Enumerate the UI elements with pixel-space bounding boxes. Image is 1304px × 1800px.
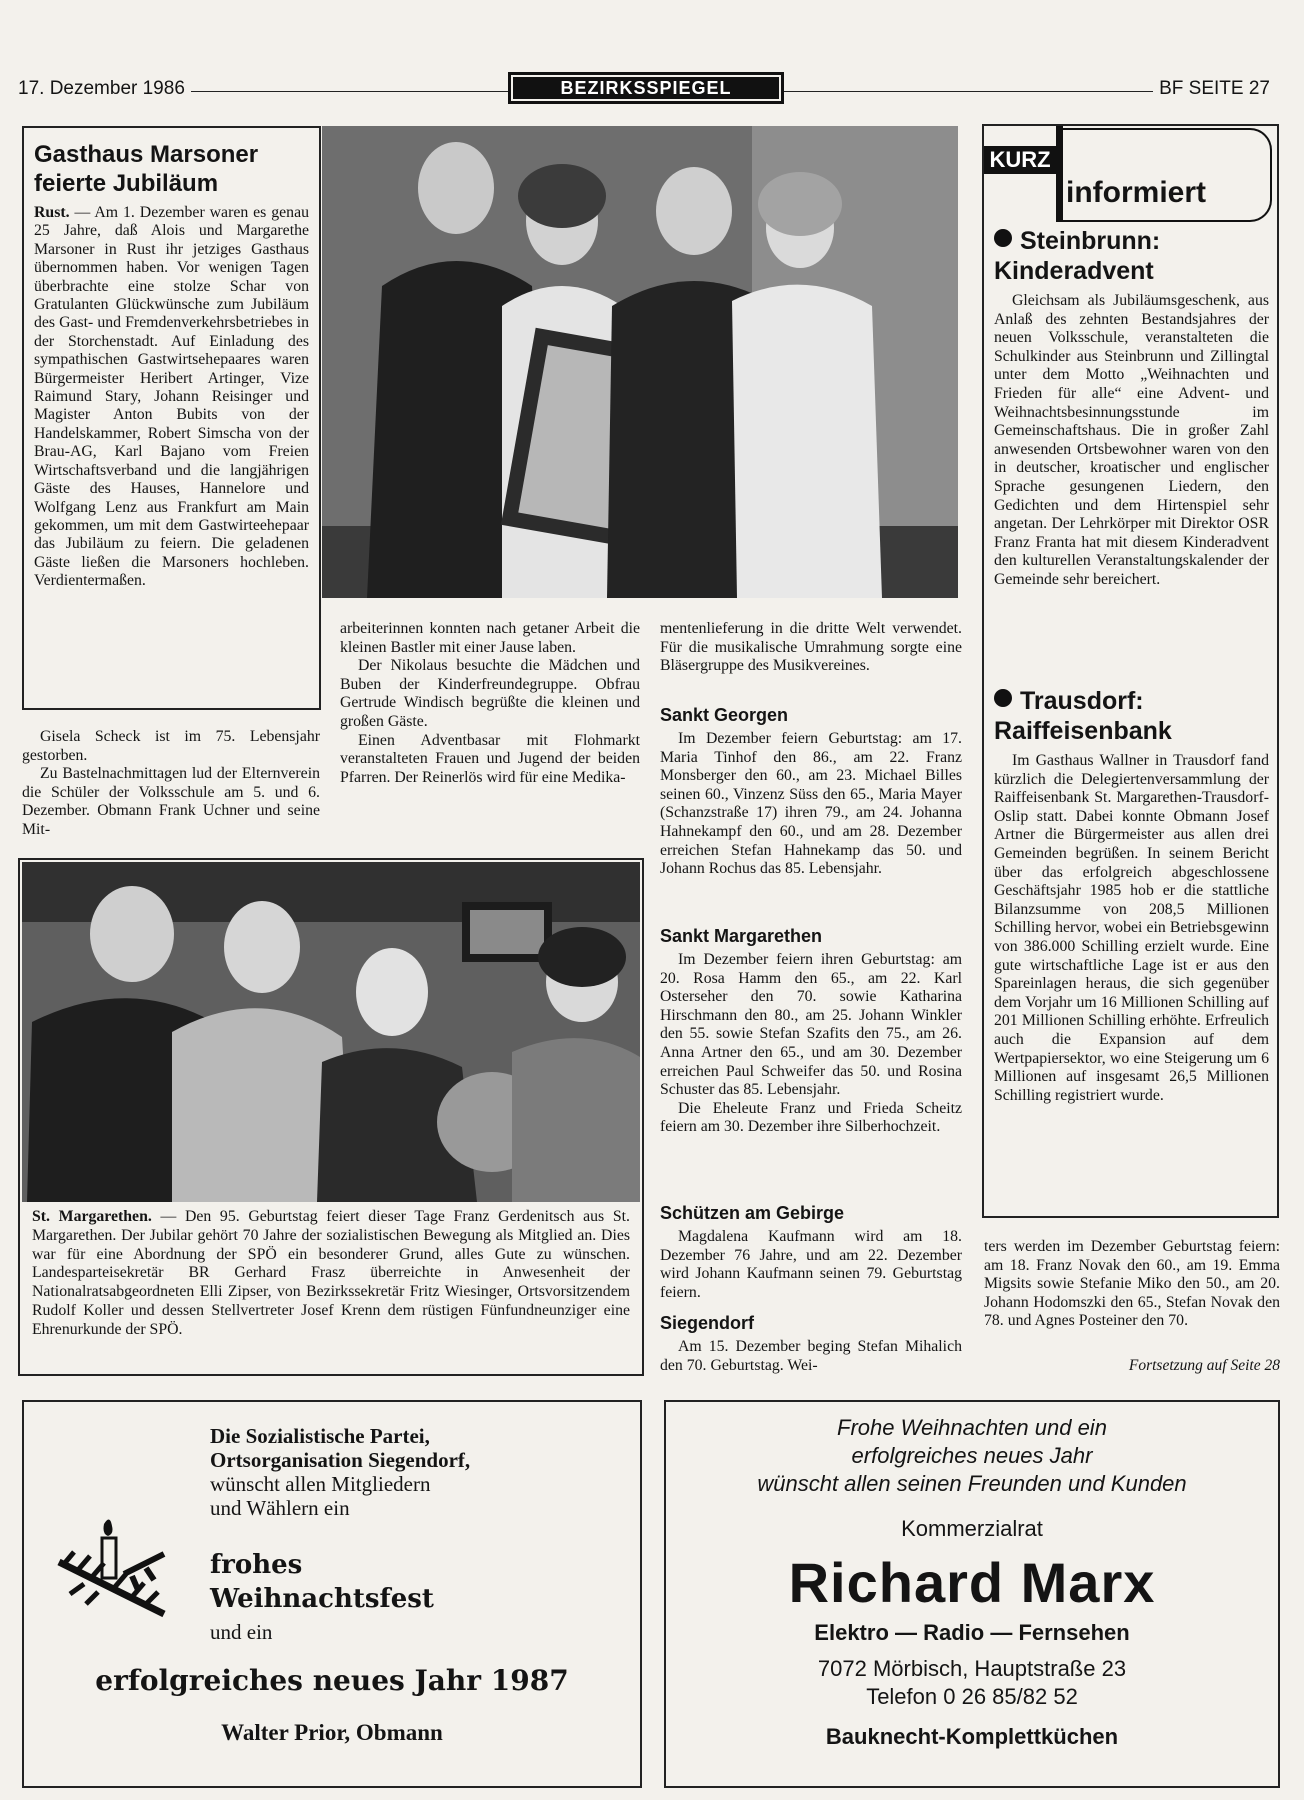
ad-marx-greeting: Frohe Weihnachten und ein erfolgreiches neues Jahr wünscht allen seinen Freunden und Kunden	[757, 1415, 1187, 1496]
news-column-1	[22, 728, 320, 840]
continued-note: Fortsetzung auf Seite 28	[1128, 1357, 1280, 1374]
ad-spoe-greeting: frohes Weihnachtsfest	[210, 1550, 434, 1614]
news-trausdorf: Im Gasthaus Wallner in Trausdorf fand kürzlich die Delegiertenversammlung der Raiffeisenbank St. Margarethen-Trausdorf-Oslip statt. Dabei konnte Obmann Josef Artner die Bürgermeister aus allen drei Gemeinden begrüßen. In seinem Bericht über das erfolgreich abgeschlossene Geschäftsjahr 1985 hob er die stattliche Bilanzsumme von 208,5 Millionen Schilling hervor, wobei ein Betriebsgewinn von 386.000 Schilling erzielt wurde. Eine gute wirtschaftliche Lage ist er aus den Spareinlagen heraus, die sich gegenüber dem Vorjahr um 16 Millionen Schilling auf 201 Millionen Schilling erhöhte. Erfreulich auch die Expansion auf dem Wertpapiersektor, wo eine Steigerung um 6 Millionen auf insgesamt 26,5 Millionen Schilling registriert wurde.	[994, 752, 1269, 1104]
news-bastler-cont: arbeiterinnen konnten nach getaner Arbeit die kleinen Bastler mit einer Jause laben.	[340, 620, 640, 656]
photo-margarethen-box	[18, 858, 644, 1376]
page-number: BF SEITE 27	[1153, 78, 1276, 100]
section-title: BEZIRKSSPIEGEL	[513, 77, 779, 99]
heading-siegendorf: Siegendorf	[660, 1313, 755, 1333]
news-bastelnachmittag: Zu Bastelnachmittagen lud der Elternverein die Schüler der Volksschule am 5. und 6. Dezember. Obmann Frank Uchner und seine Mit-	[22, 765, 320, 838]
ad-marx-kitchens: Bauknecht-Komplettküchen	[825, 1724, 1119, 1749]
kurz-informiert-box	[982, 124, 1279, 1218]
ad-marx-title: Kommerzialrat	[901, 1516, 1043, 1541]
ad-richard-marx	[664, 1400, 1280, 1788]
issue-date: 17. Dezember 1986	[12, 78, 191, 100]
heading-trausdorf: Trausdorf: Raiffeisenbank	[994, 687, 1172, 745]
news-schuetzen: Magdalena Kaufmann wird am 18. Dezember 76 Jahre, und am 22. Dezember wird Johann Kaufmann seinen 79. Geburtstag feiern.	[660, 1228, 962, 1301]
caption-margarethen: St. Margarethen. — Den 95. Geburtstag feiert dieser Tage Franz Gerdenitsch aus St. Margarethen. Der Jubilar gehört 70 Jahre der sozialistischen Bewegung als Mitglied an. Dies war für eine Abordnung der SPÖ ein besonderer Grund, alles Gute zu wünschen. Landesparteisekretär BR Gerhard Frasz überreichte in Anwesenheit der Nationalratsabgeordneten Elli Zipser, von Bezirkssekretär Fritz Wiesinger, Ortsvorsitzendem Rudolf Koller und dessen Stellvertreter Josef Krenn dem rüstigen Fünfundneunziger eine Ehrenurkunde der SPÖ.	[32, 1208, 630, 1338]
ad-spoe-new-year: erfolgreiches neues Jahr 1987	[95, 1664, 569, 1697]
news-sankt-margarethen: Im Dezember feiern ihren Geburtstag: am 20. Rosa Hamm den 65., am 22. Karl Osterseher den 70. sowie Katharina Hirschmann den 80., am 25. Johann Winkler den 55. sowie Stefan Szafits den 75., am 26. Anna Artner den 65., und am 30. Dezember erreichen Paul Schweifer das 50. und Rosina Schuster das 85. Lebensjahr. Die Eheleute Franz und Frieda Scheitz feiern am 30. Dezember ihre Silberhochzeit.	[660, 951, 962, 1136]
ad-marx-trade: Elektro — Radio — Fernsehen	[814, 1620, 1130, 1645]
ad-spoe-signature: Walter Prior, Obmann	[221, 1720, 443, 1745]
heading-steinbrunn: Steinbrunn: Kinderadvent	[994, 227, 1161, 285]
news-sankt-georgen: Im Dezember feiern Geburtstag: am 17. Maria Tinhof den 86., am 22. Franz Monsberger den 60., am 23. Michael Billes seinen 60., Vinzenz Süss den 65., Maria Mayer (Schanzstraße 17) ihren 79., am 24. Johanna Hahnekampf den 60., und am 28. Dezember erreichen Stefan Hahnekamp das 50. und Johann Rochus das 85. Lebensjahr.	[660, 730, 962, 878]
bullet-icon	[994, 689, 1012, 707]
ad-marx-name: Richard Marx	[788, 1551, 1156, 1614]
section-ribbon	[508, 72, 784, 104]
article-rust-headline: Gasthaus Marsoner feierte Jubiläum	[34, 141, 259, 197]
kurz-logo-badge: KURZ	[984, 146, 1056, 174]
heading-sankt-margarethen: Sankt Margarethen	[660, 926, 823, 946]
news-column-3	[660, 620, 962, 676]
heading-schuetzen: Schützen am Gebirge	[660, 1203, 845, 1223]
candle-icon	[54, 1514, 174, 1624]
bullet-icon	[994, 229, 1012, 247]
photo-margarethen-graphic	[22, 862, 640, 1202]
ad-spoe-siegendorf	[22, 1400, 642, 1788]
news-siegendorf: Am 15. Dezember beging Stefan Mihalich den 70. Geburtstag. Wei-	[660, 1338, 962, 1374]
photo-rust-graphic	[322, 126, 958, 598]
article-rust-body: Rust. — Am 1. Dezember waren es genau 25 Jahre, daß Alois und Margarethe Marsoner in Rust ihr jetziges Gasthaus übernommen haben. Vor wenigen Tagen überbrachte eine stolze Schar von Gratulanten Glückwünsche zum Jubiläum des Gast- und Fremdenverkehrsbetriebes in der Storchenstadt. Auf Einladung des sympathischen Gastwirtsehepaares waren Bürgermeister Heribert Artinger, Vize Raimund Stary, Johann Reisinger und Magister Anton Bubits von der Handelskammer, Robert Simscha von der Brau-AG, Karl Bajano vom Freien Wirtschaftsverband und die langjährigen Gäste des Hauses, Hannelore und Wolfgang Lenz aus Frankfurt am Main gekommen, um mit dem Gastwirteehepaar das Jubiläum zu feiern. Die geladenen Gäste ließen die Marsoners hochleben. Verdientermaßen.	[34, 204, 309, 590]
ad-marx-address: 7072 Mörbisch, Hauptstraße 23	[817, 1656, 1127, 1681]
ad-marx-phone: Telefon 0 26 85/82 52	[866, 1684, 1078, 1709]
heading-sankt-georgen: Sankt Georgen	[660, 705, 789, 725]
news-column-2	[340, 620, 640, 787]
news-medikamente-cont: mentenlieferung in die dritte Welt verwendet. Für die musikalische Umrahmung sorgte eine Bläsergruppe des Musikvereines.	[660, 620, 962, 675]
news-scheck: Gisela Scheck ist im 75. Lebensjahr gestorben.	[22, 728, 320, 764]
ad-spoe-intro: Die Sozialistische Partei, Ortsorganisation Siegendorf, wünscht allen Mitgliedern und Wählern ein	[210, 1424, 471, 1520]
ad-spoe-and: und ein	[210, 1620, 273, 1644]
news-steinbrunn: Gleichsam als Jubiläumsgeschenk, aus Anlaß des zehnten Bestandsjahres der neuen Volksschule, veranstalteten die Schulkinder aus Steinbrunn und Zillingtal unter dem Motto „Weihnachten und Frieden für alle“ eine Advent- und Weihnachtsbesinnungsstunde im Gemeinschaftshaus. Die in großer Zahl anwesenden Ortsbewohner waren von den in deutscher, kroatischer und englischer Sprache gesungenen Liedern, den Gedichten und dem Hirtenspiel sehr angetan. Der Lehrkörper mit Direktor OSR Franz Franta hat mit diesem Kinderadvent den kulturellen Veranstaltungskalender der Gemeinde sehr bereichert.	[994, 292, 1269, 588]
news-adventbasar: Einen Adventbasar mit Flohmarkt veranstalteten Frauen und Jugend der beiden Pfarren. Der Reinerlös wird für eine Medika-	[340, 731, 640, 786]
photo-rust-jubilee	[322, 126, 958, 598]
kurz-logo-word: informiert	[1066, 176, 1207, 209]
photo-margarethen-birthday	[22, 862, 640, 1202]
news-nikolaus: Der Nikolaus besuchte die Mädchen und Buben der Kinderfreundegruppe. Obfrau Gertrude Windisch begrüßte die kleinen und großen Gäste.	[340, 657, 640, 730]
news-siegendorf-cont: ters werden im Dezember Geburtstag feiern: am 18. Franz Novak den 60., am 19. Emma Migsits sowie Stefanie Miko den 50., am 20. Johann Hodomszki den 65., Stefan Novak den 78. und Agnes Posteiner den 70.	[984, 1238, 1280, 1330]
article-rust-box	[22, 126, 321, 710]
kurz-logo	[984, 126, 1277, 222]
